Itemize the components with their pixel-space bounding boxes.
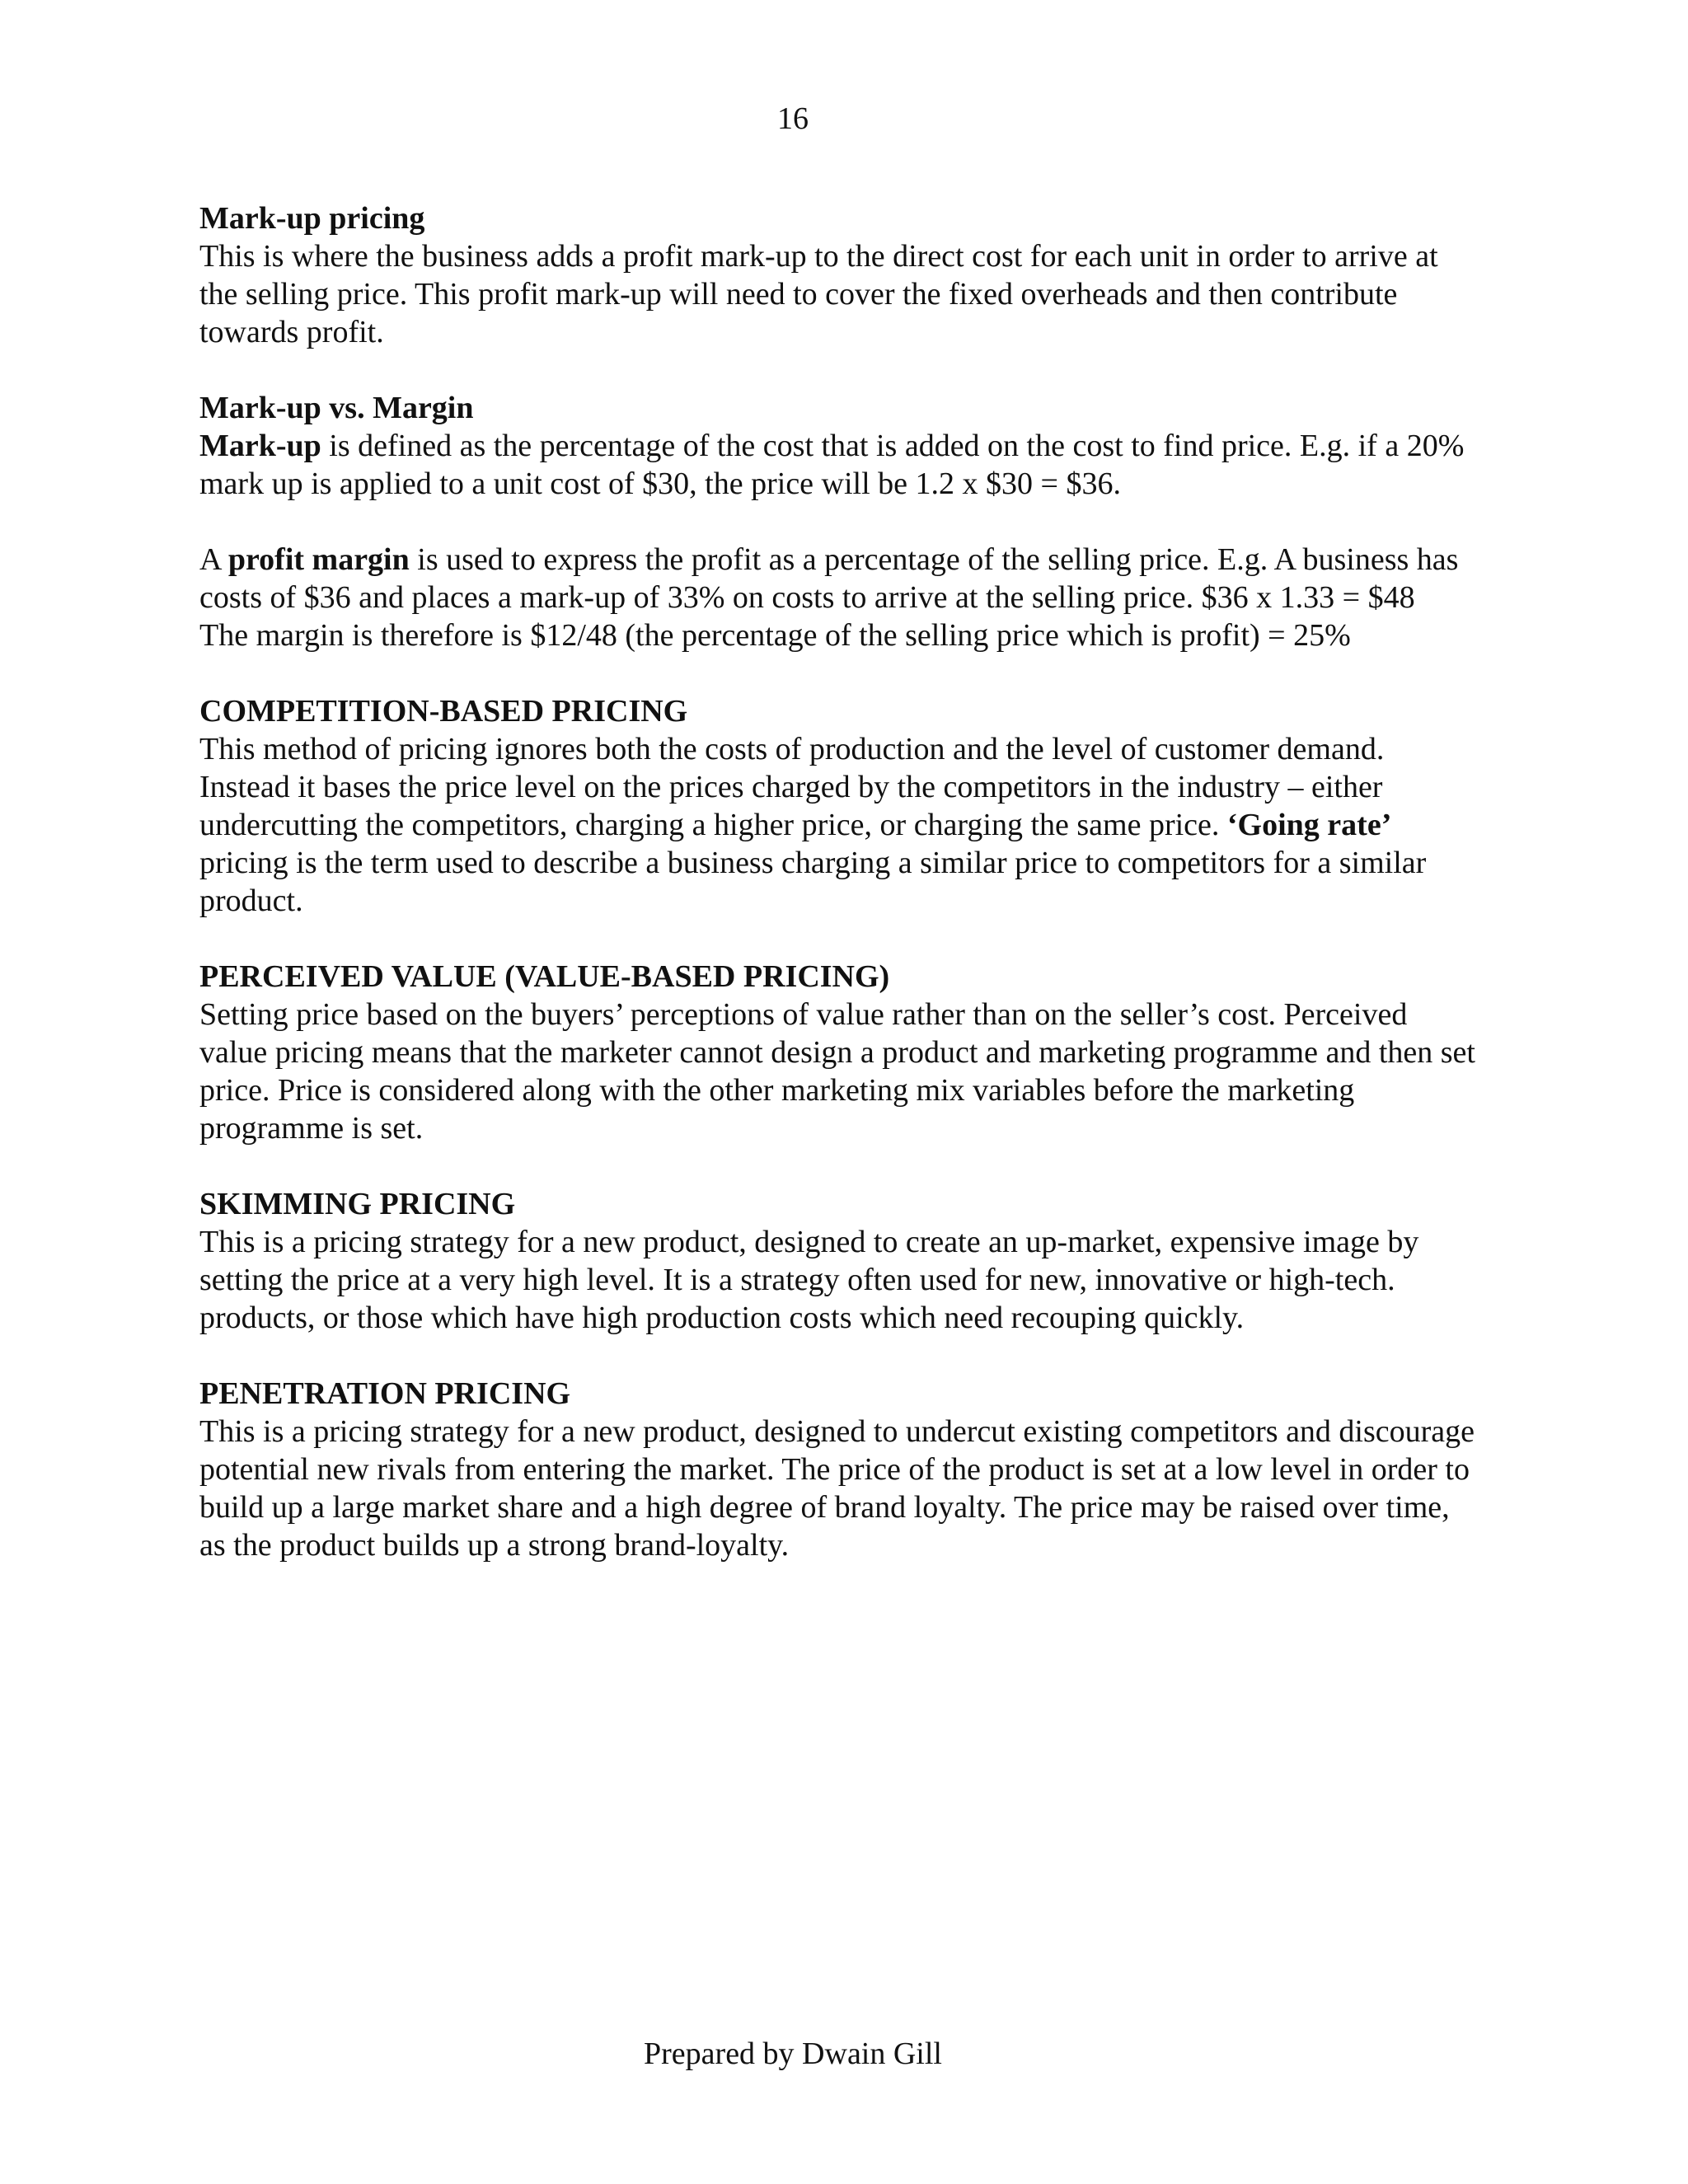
paragraph-skimming-pricing: This is a pricing strategy for a new product, designed to create an up-market, expensive image by setting the price at a very high level. It is a strategy often used for new, innovative or high-tech. products, or those which have high production costs which need recouping quickly. (199, 1225, 1419, 1335)
competition-text-part2: pricing is the term used to describe a business charging a similar price to competitors for a similar product. (199, 846, 1427, 918)
paragraph-penetration-pricing: This is a pricing strategy for a new product, designed to undercut existing competitors and discourage potential new rivals from entering the market. The price of the product is set at a low level in order to build up a large market share and a high degree of brand loyalty. The price may be raised over time, as the product builds up a strong brand-loyalty. (199, 1414, 1475, 1563)
spacer (199, 920, 1482, 958)
profit-margin-text: is used to express the profit as a percentage of the selling price. E.g. A business has costs of $36 and places a mark-up of 33% on costs to arrive at the selling price. $36 x 1.33 = $48 (199, 542, 1459, 615)
spacer (199, 1147, 1482, 1185)
section-heading-perceived-value: PERCEIVED VALUE (VALUE-BASED PRICING) (199, 959, 890, 994)
paragraph-markup-pricing: This is where the business adds a profit mark-up to the direct cost for each unit in order to arrive at the selling price. This profit mark-up will need to cover the fixed overheads and then contribute towards profit. (199, 239, 1438, 349)
section-heading-markup-vs-margin: Mark-up vs. Margin (199, 391, 474, 425)
page-footer: Prepared by Dwain Gill (644, 2036, 942, 2071)
section-heading-markup-pricing: Mark-up pricing (199, 201, 425, 236)
term-markup: Mark-up (199, 429, 321, 463)
paragraph-competition-based-pricing (199, 730, 1482, 920)
section-heading-skimming-pricing: SKIMMING PRICING (199, 1187, 516, 1221)
spacer (199, 654, 1482, 692)
term-profit-margin: profit margin (227, 542, 410, 577)
paragraph-perceived-value: Setting price based on the buyers’ perceptions of value rather than on the seller’s cost. Perceived value pricing means that the marketer cannot design a product and marketing programme and then set price. Price is considered along with the other marketing mix variables before the marketing programme is set. (199, 997, 1475, 1146)
paragraph-markup-definition (199, 427, 1482, 503)
paragraph-margin-result: The margin is therefore is $12/48 (the percentage of the selling price which is profit) = 25% (199, 618, 1351, 653)
spacer (199, 1337, 1482, 1375)
spacer (199, 351, 1482, 389)
profit-margin-prefix: A (199, 542, 228, 577)
spacer (199, 503, 1482, 541)
section-heading-penetration-pricing: PENETRATION PRICING (199, 1376, 571, 1411)
section-heading-competition-based-pricing: COMPETITION-BASED PRICING (199, 694, 688, 729)
competition-text-part1: This method of pricing ignores both the costs of production and the level of customer demand. Instead it bases the price level on the prices charged by the competitors in the industry – either undercutting the competitors, charging a higher price, or charging the same price. (199, 732, 1385, 842)
page-number: 16 (777, 101, 809, 136)
term-going-rate: ‘Going rate’ (1226, 808, 1392, 842)
markup-definition-text: is defined as the percentage of the cost that is added on the cost to find price. E.g. if a 20% mark up is applied to a unit cost of $30, the price will be 1.2 x $30 = $36. (199, 429, 1465, 501)
paragraph-profit-margin (199, 541, 1482, 616)
document-body (199, 199, 1482, 1564)
